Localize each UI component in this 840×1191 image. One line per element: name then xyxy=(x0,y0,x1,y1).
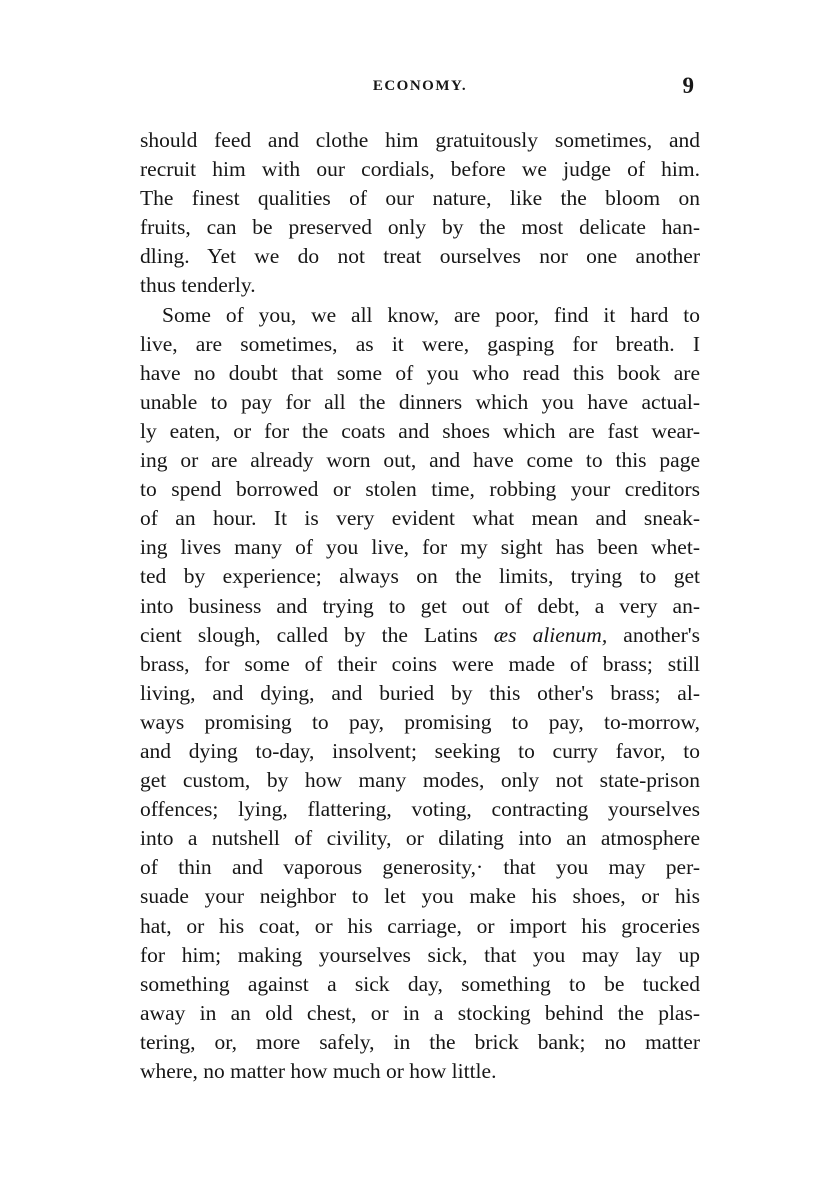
text-line: offences; lying, flattering, voting, contracting yourselves xyxy=(140,797,700,822)
text-line: ted by experience; always on the limits, trying to get xyxy=(140,564,700,589)
text-line: get custom, by how many modes, only not state-prison xyxy=(140,768,700,793)
text-line: recruit him with our cordials, before we judge of him. xyxy=(140,157,700,182)
text-line: thus tenderly. xyxy=(140,273,256,298)
text-line: of an hour. It is very evident what mean and sneak- xyxy=(140,506,700,531)
text-line: dling. Yet we do not treat ourselves nor one another xyxy=(140,244,700,269)
text-line: for him; making yourselves sick, that you may lay up xyxy=(140,942,700,967)
text-line: unable to pay for all the dinners which you have actual- xyxy=(140,389,700,414)
text-line: living, and dying, and buried by this other's brass; al- xyxy=(140,680,700,705)
text-line: live, are sometimes, as it were, gasping for breath. I xyxy=(140,331,700,356)
text-line: ly eaten, or for the coats and shoes which are fast wear- xyxy=(140,418,700,443)
text-line: of thin and vaporous generosity,· that you may per- xyxy=(140,855,700,880)
latin-phrase-line xyxy=(140,621,700,650)
text-line: to spend borrowed or stolen time, robbing your creditors xyxy=(140,477,700,502)
latin-phrase: æs alienum, xyxy=(493,622,608,647)
text-line: brass, for some of their coins were made of brass; still xyxy=(140,651,700,676)
latin-line-after: another's xyxy=(607,622,701,647)
text-line: ing lives many of you live, for my sight has been whet- xyxy=(140,535,700,560)
text-line: The finest qualities of our nature, like the bloom on xyxy=(140,186,700,211)
text-line: suade your neighbor to let you make his shoes, or his xyxy=(140,884,700,909)
text-line: tering, or, more safely, in the brick bank; no matter xyxy=(140,1029,700,1054)
text-line: have no doubt that some of you who read this book are xyxy=(140,360,700,385)
running-head xyxy=(140,73,700,102)
text-line: ways promising to pay, promising to pay, to-morrow, xyxy=(140,709,700,734)
text-line: into business and trying to get out of debt, a very an- xyxy=(140,593,700,618)
text-line: fruits, can be preserved only by the most delicate han- xyxy=(140,215,700,240)
running-title: ECONOMY. xyxy=(372,78,468,94)
text-line: ing or are already worn out, and have come to this page xyxy=(140,448,700,473)
text-line: where, no matter how much or how little. xyxy=(140,1059,497,1083)
text-line: away in an old chest, or in a stocking behind the plas- xyxy=(140,1000,700,1025)
text-line: something against a sick day, something to be tucked xyxy=(140,971,700,996)
body-text xyxy=(140,126,700,1086)
text-line: into a nutshell of civility, or dilating into an atmosphere xyxy=(140,826,700,851)
latin-line-before: cient slough, called by the Latins xyxy=(140,622,494,647)
text-line: and dying to-day, insolvent; seeking to curry favor, to xyxy=(140,738,700,763)
paragraph-first-line: Some of you, we all know, are poor, find it hard to xyxy=(162,302,700,327)
text-line: should feed and clothe him gratuitously sometimes, and xyxy=(140,128,700,152)
page-number: 9 xyxy=(682,73,694,98)
text-line: hat, or his coat, or his carriage, or import his groceries xyxy=(140,913,700,938)
